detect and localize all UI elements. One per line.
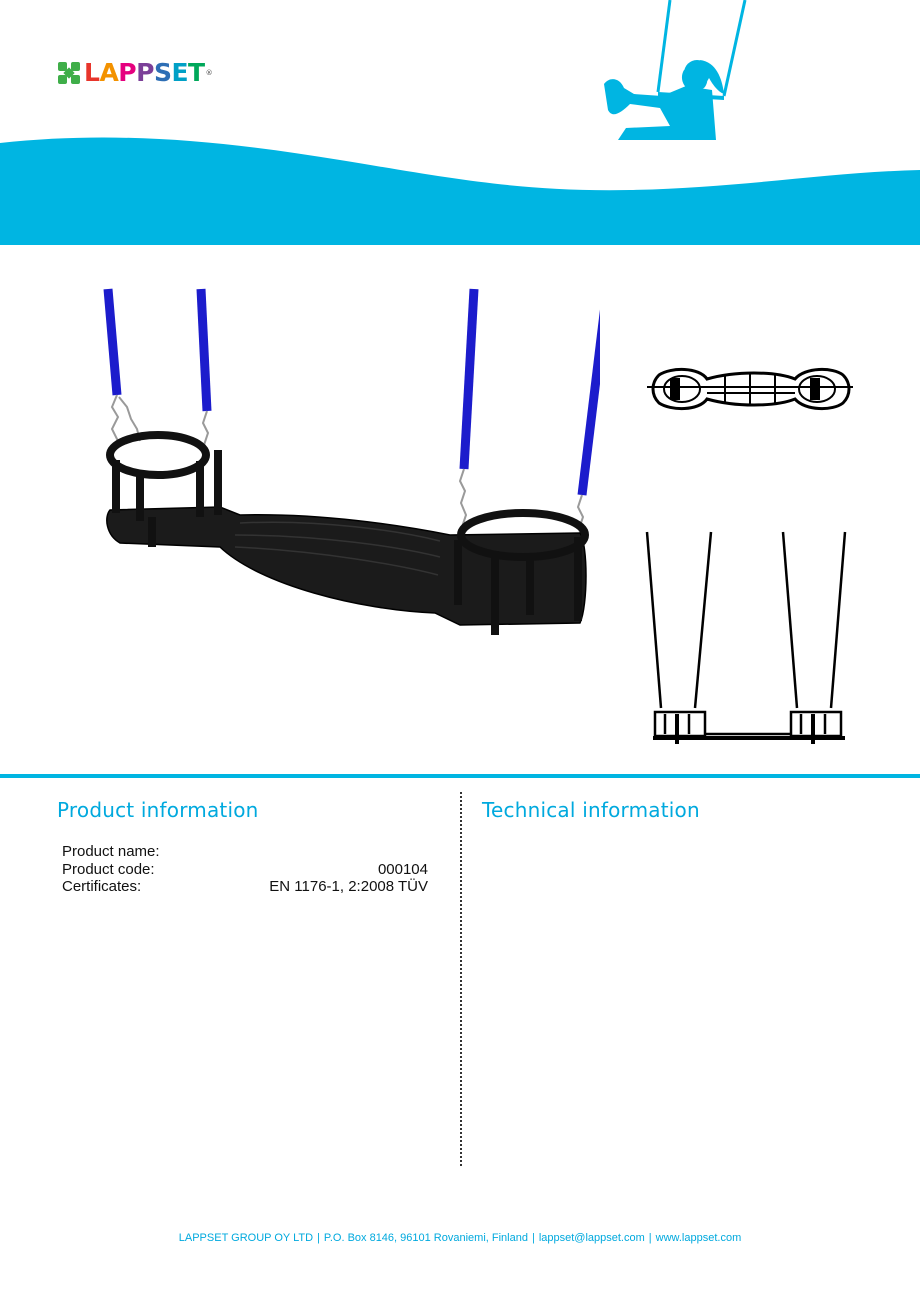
child-on-swing-silhouette-icon — [600, 0, 760, 142]
logo-letter: T — [188, 58, 205, 87]
section-divider — [0, 774, 920, 778]
footer-separator: | — [317, 1232, 320, 1244]
logo-wordmark — [84, 60, 205, 85]
product-info-table — [62, 843, 428, 896]
product-information-heading: Product information — [57, 798, 259, 822]
logo-letter: P — [118, 58, 137, 87]
footer — [0, 1232, 920, 1244]
footer-company: LAPPSET GROUP OY LTD — [178, 1232, 314, 1244]
product-code-row — [62, 861, 428, 879]
product-code-value: 000104 — [377, 860, 428, 878]
logo-letter: P — [136, 58, 154, 87]
certificates-value: EN 1176-1, 2:2008 TÜV — [269, 878, 428, 895]
product-code-label: Product code: — [62, 860, 155, 878]
technical-information-heading: Technical information — [482, 798, 700, 822]
footer-separator: | — [648, 1232, 652, 1244]
footer-address: P.O. Box 8146, 96101 Rovaniemi, Finland — [323, 1232, 528, 1244]
column-separator — [460, 792, 462, 1166]
certificates-row — [62, 878, 428, 896]
product-name-label: Product name: — [62, 843, 160, 860]
logo-letter: L — [84, 58, 100, 87]
header-wave-band — [0, 0, 920, 250]
certificates-label: Certificates: — [62, 878, 142, 895]
product-name-row — [62, 843, 428, 861]
footer-separator: | — [531, 1232, 535, 1244]
clover-logo-icon — [57, 61, 81, 85]
double-baby-swing-seat-image — [100, 285, 600, 645]
swing-front-view-drawing — [645, 528, 855, 748]
swing-top-view-drawing — [645, 365, 855, 415]
footer-website-link[interactable]: www.lappset.com — [655, 1232, 742, 1244]
lappset-logo — [57, 60, 213, 85]
registered-mark: ® — [205, 68, 213, 77]
logo-letter: A — [99, 58, 119, 87]
logo-letter: E — [171, 58, 189, 87]
logo-letter: S — [153, 58, 172, 87]
footer-email-link[interactable]: lappset@lappset.com — [538, 1232, 645, 1244]
